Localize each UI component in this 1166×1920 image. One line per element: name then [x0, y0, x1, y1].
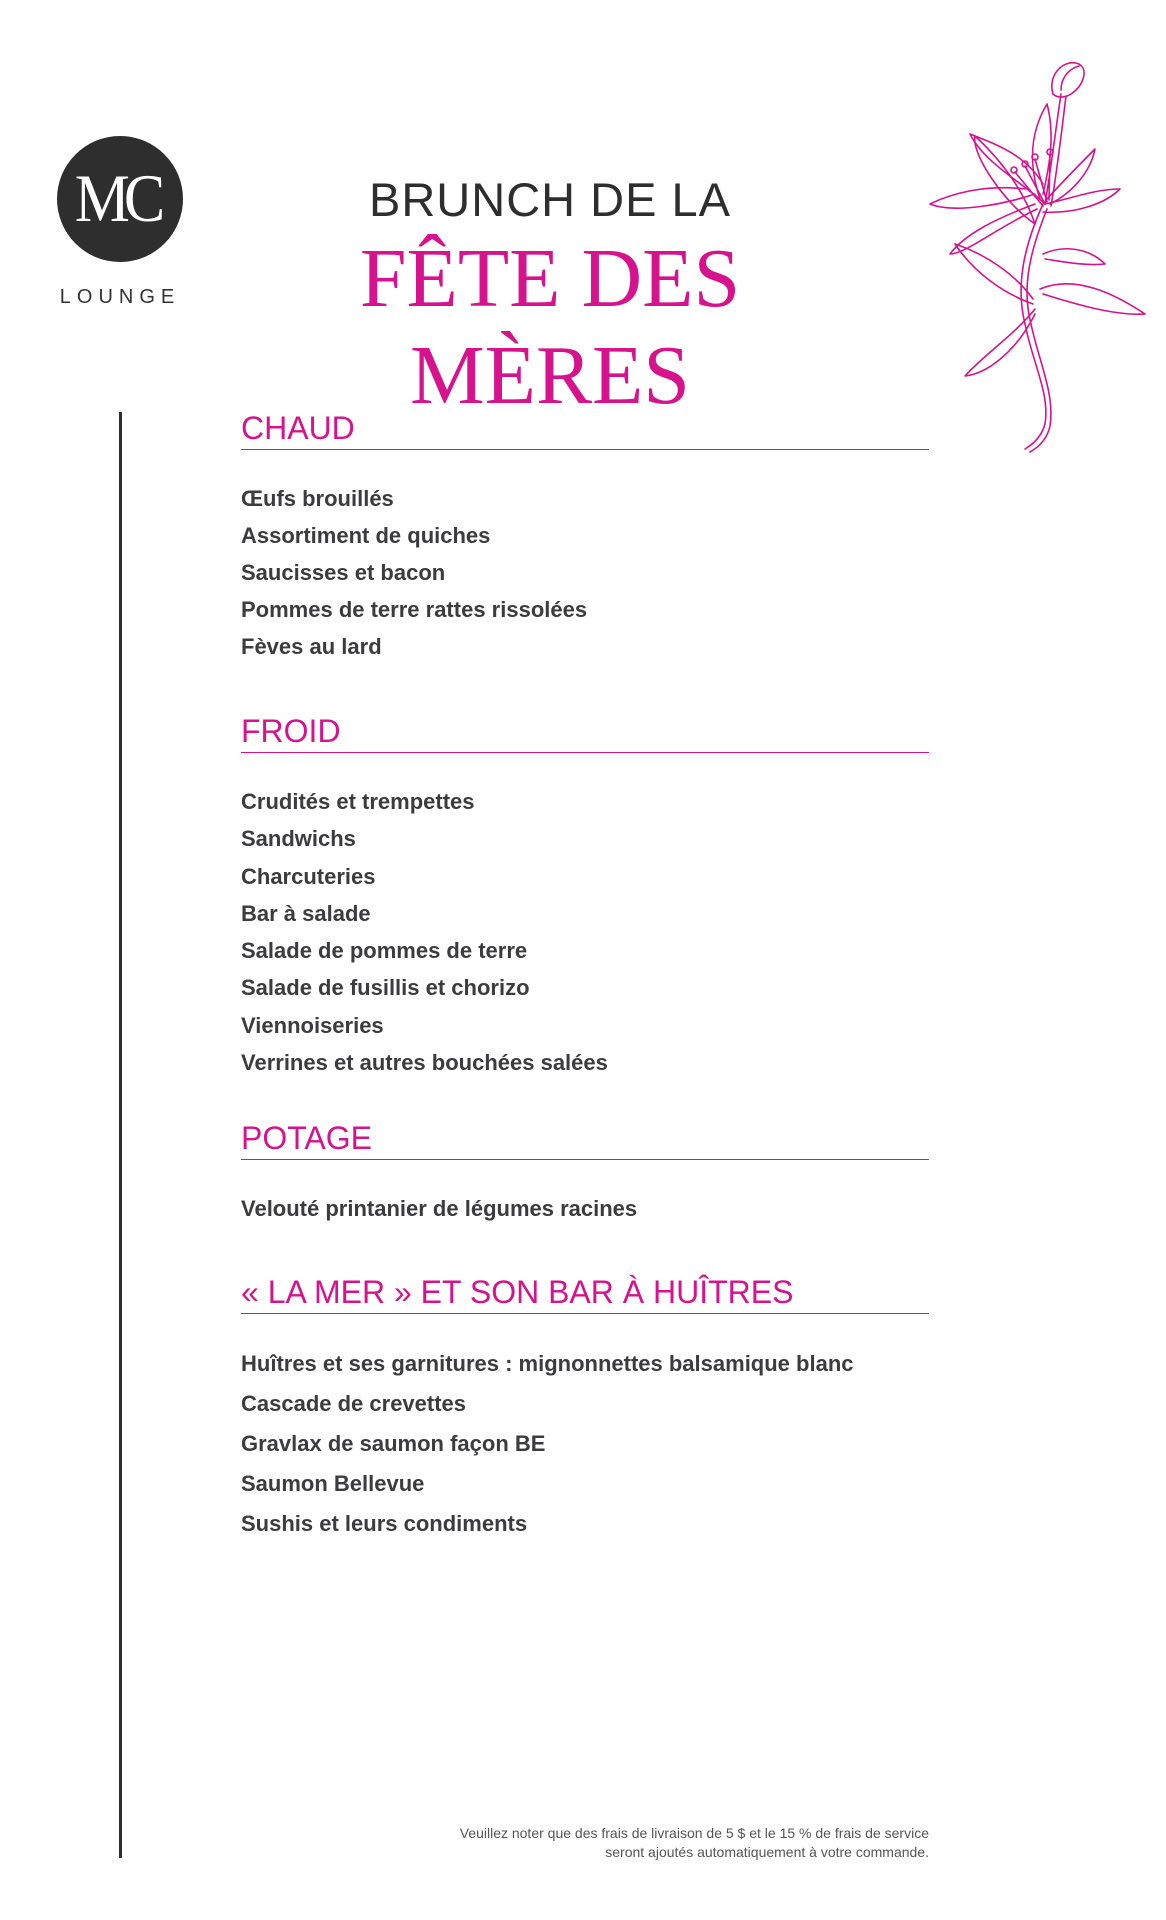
- menu-item: Fèves au lard: [241, 634, 382, 659]
- menu-item: Pommes de terre rattes rissolées: [241, 597, 588, 622]
- menu-item: Velouté printanier de légumes racines: [241, 1196, 638, 1221]
- menu-list: [241, 783, 929, 1081]
- menu-item: Salade de pommes de terre: [241, 938, 528, 964]
- menu-list: [241, 1344, 929, 1544]
- title-line-1: BRUNCH DE LA: [369, 173, 731, 226]
- menu-item: Sushis et leurs condiments: [241, 1511, 528, 1536]
- section-heading: FROID: [241, 711, 929, 753]
- menu-section-froid: [241, 711, 929, 1081]
- menu-item: Saumon Bellevue: [241, 1471, 425, 1496]
- menu-list: [241, 480, 929, 665]
- menu-item: Crudités et trempettes: [241, 789, 475, 814]
- footnote-line: Veuillez noter que des frais de livraison de 5 $ et le 15 % de frais de service: [459, 1825, 929, 1841]
- menu-section-chaud: [241, 408, 929, 665]
- menu-item: Salade de fusillis et chorizo: [241, 975, 530, 1001]
- footnote-line: seront ajoutés automatiquement à votre commande.: [605, 1844, 929, 1860]
- section-heading: « LA MER » ET SON BAR À HUÎTRES: [241, 1272, 929, 1314]
- left-rule: [119, 412, 122, 1858]
- logo-badge: [57, 136, 183, 262]
- section-heading: CHAUD: [241, 408, 929, 450]
- menu-item: Bar à salade: [241, 900, 371, 926]
- logo-wordmark: LOUNGE: [59, 286, 181, 308]
- menu-item: Œufs brouillés: [241, 486, 394, 511]
- menu-item: Verrines et autres bouchées salées: [241, 1050, 608, 1076]
- page-title: FÊTE DES MÈRES: [359, 232, 741, 422]
- menu-item: Gravlax de saumon façon BE: [241, 1431, 546, 1456]
- footnote: [329, 1824, 929, 1862]
- menu-item: Huîtres et ses garnitures : mignonnettes balsamique blanc: [241, 1351, 854, 1376]
- menu-item: Saucisses et bacon: [241, 560, 446, 585]
- menu-section-potage: [241, 1118, 929, 1227]
- menu-section-mer: [241, 1272, 929, 1544]
- menu-item: Viennoiseries: [241, 1012, 384, 1038]
- menu-item: Charcuteries: [241, 863, 376, 889]
- menu-list: [241, 1190, 929, 1227]
- lily-flower-icon: [875, 54, 1150, 454]
- menu-item: Cascade de crevettes: [241, 1391, 467, 1416]
- logo-monogram: MC: [74, 161, 160, 236]
- section-heading: POTAGE: [241, 1118, 929, 1160]
- menu-item: Assortiment de quiches: [241, 523, 491, 548]
- menu-item: Sandwichs: [241, 826, 356, 852]
